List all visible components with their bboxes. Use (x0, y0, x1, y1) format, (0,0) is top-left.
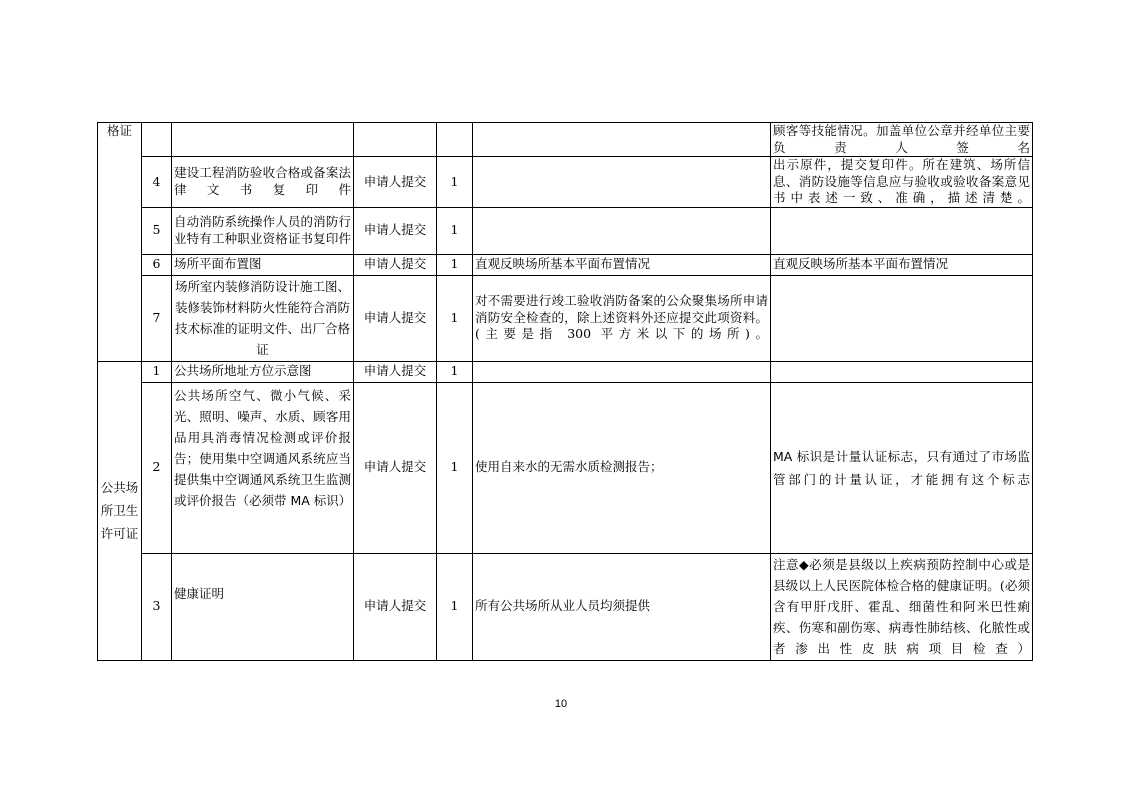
row-number (142, 123, 172, 157)
material-source: 申请人提交 (354, 361, 437, 382)
materials-table (97, 122, 1033, 661)
table-row (98, 275, 1033, 361)
material-note: 对不需要进行竣工验收消防备案的公众聚集场所申请消防安全检查的，除上述资料外还应提交此项资料。(主要是指 300 平方米以下的场所)。 (473, 275, 771, 361)
row-number: 3 (142, 553, 172, 660)
section-label-fire-cert: 格证 (98, 123, 142, 362)
material-count: 1 (437, 553, 473, 660)
material-count: 1 (437, 157, 473, 208)
row-number: 1 (142, 361, 172, 382)
table-row (98, 553, 1033, 660)
page-number: 10 (554, 698, 568, 710)
material-count: 1 (437, 361, 473, 382)
material-note (473, 361, 771, 382)
table-row (98, 254, 1033, 275)
material-note (473, 123, 771, 157)
material-name: 场所室内装修消防设计施工图、装修装饰材料防火性能符合消防技术标准的证明文件、出厂合格证 (172, 275, 354, 361)
table-row (98, 123, 1033, 157)
material-name: 健康证明 (172, 553, 354, 660)
material-source: 申请人提交 (354, 275, 437, 361)
material-name: 公共场所地址方位示意图 (172, 361, 354, 382)
row-number: 4 (142, 157, 172, 208)
material-name: 场所平面布置图 (172, 254, 354, 275)
material-source: 申请人提交 (354, 207, 437, 254)
material-count: 1 (437, 382, 473, 553)
table-row (98, 361, 1033, 382)
material-name: 建设工程消防验收合格或备案法律文书复印件 (172, 157, 354, 208)
material-requirement: 出示原件，提交复印件。所在建筑、场所信息、消防设施等信息应与验收或验收备案意见书中表述一致、准确，描述清楚。 (771, 157, 1033, 208)
material-count: 1 (437, 207, 473, 254)
table-row (98, 382, 1033, 553)
material-requirement (771, 361, 1033, 382)
table-row (98, 157, 1033, 208)
material-note (473, 207, 771, 254)
material-requirement: 注意◆必须是县级以上疾病预防控制中心或是县级以上人民医院体检合格的健康证明。(必须含有甲肝戊肝、霍乱、细菌性和阿米巴性痢疾、伤寒和副伤寒、病毒性肺结核、化脓性或者渗出性皮肤病项目检查） (771, 553, 1033, 660)
material-name (172, 123, 354, 157)
material-requirement (771, 275, 1033, 361)
row-number: 5 (142, 207, 172, 254)
material-count: 1 (437, 275, 473, 361)
material-count (437, 123, 473, 157)
row-number: 6 (142, 254, 172, 275)
material-name: 公共场所空气、微小气候、采光、照明、噪声、水质、顾客用品用具消毒情况检测或评价报告；使用集中空调通风系统应当提供集中空调通风系统卫生监测或评价报告（必须带 MA 标识） (172, 382, 354, 553)
material-source: 申请人提交 (354, 382, 437, 553)
material-note: 所有公共场所从业人员均须提供 (473, 553, 771, 660)
material-requirement: MA 标识是计量认证标志，只有通过了市场监管部门的计量认证，才能拥有这个标志 (771, 382, 1033, 553)
table-row (98, 207, 1033, 254)
material-source: 申请人提交 (354, 553, 437, 660)
material-count: 1 (437, 254, 473, 275)
material-note: 使用自来水的无需水质检测报告； (473, 382, 771, 553)
row-number: 2 (142, 382, 172, 553)
material-source (354, 123, 437, 157)
section-label-hygiene-permit: 公共场所卫生许可证 (98, 361, 142, 660)
material-source: 申请人提交 (354, 157, 437, 208)
material-name: 自动消防系统操作人员的消防行业特有工种职业资格证书复印件 (172, 207, 354, 254)
material-requirement: 直观反映场所基本平面布置情况 (771, 254, 1033, 275)
material-note (473, 157, 771, 208)
material-note: 直观反映场所基本平面布置情况 (473, 254, 771, 275)
row-number: 7 (142, 275, 172, 361)
material-requirement: 顾客等技能情况。加盖单位公章并经单位主要负责人签名 (771, 123, 1033, 157)
material-requirement (771, 207, 1033, 254)
material-source: 申请人提交 (354, 254, 437, 275)
